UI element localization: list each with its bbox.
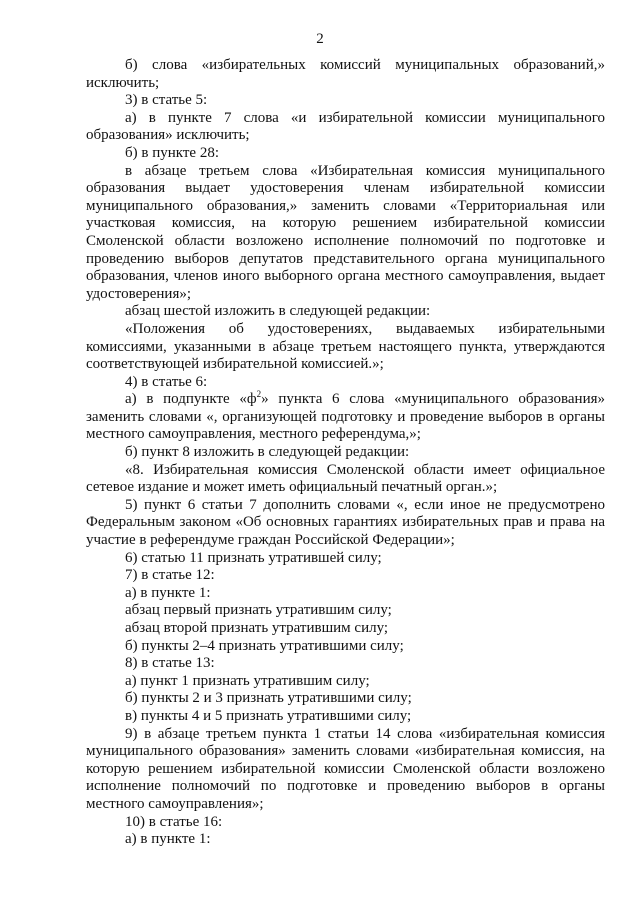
paragraph-24: 10) в статье 16: [125, 813, 223, 830]
paragraph-11: «8. Избирательная комиссия Смоленской области имеет официальное сетевое издание и может иметь официальный печатный орган.»; [86, 461, 605, 496]
paragraph-25: а) в пункте 1: [125, 831, 211, 848]
document-body [86, 57, 605, 849]
paragraph-19: 8) в статье 13: [125, 655, 215, 672]
paragraph-3: а) в пункте 7 слова «и избирательной комиссии муниципального образования» исключить; [86, 109, 605, 144]
paragraph-6: абзац шестой изложить в следующей редакции: [125, 303, 431, 320]
paragraph-9 [86, 391, 605, 444]
paragraph-8: 4) в статье 6: [125, 373, 208, 390]
paragraph-9-text-after: » пункта 6 слова «муниципального образования» заменить словами «, организующей подготовку и проведение выборов в органы местного самоуправления, местного референдума,»; [86, 391, 605, 443]
paragraph-12: 5) пункт 6 статьи 7 дополнить словами «, если иное не предусмотрено Федеральным законом «Об основных гарантиях избирательных прав и права на участие в референдуме граждан Российской Федерации»; [86, 496, 605, 549]
paragraph-1: б) слова «избирательных комиссий муниципальных образований,» исключить; [86, 57, 605, 91]
paragraph-23: 9) в абзаце третьем пункта 1 статьи 14 слова «избирательная комиссия муниципального образования» заменить словами «избирательная комиссия, на которую решением избирательной комиссии Смоленской области возложено исполнение полномочий по подготовке и проведению выборов в органы местного самоуправления»; [86, 725, 605, 812]
paragraph-5: в абзаце третьем слова «Избирательная комиссия муниципального образования выдает удостоверения членам избирательной комиссии муниципального образования,» заменить словами «Территориальная или участковая комиссия, на которую решением избирательной комиссии Смоленской области возложено исполнение полномочий по подготовке и проведению выборов депутатов представительного органа муниципального образования, членов иного выборного органа местного самоуправления, выдает удостоверения»; [86, 162, 605, 302]
paragraph-20: а) пункт 1 признать утратившим силу; [125, 672, 370, 689]
paragraph-4: б) в пункте 28: [125, 144, 219, 161]
paragraph-13: 6) статью 11 признать утратившей силу; [125, 549, 382, 566]
paragraph-16: абзац первый признать утратившим силу; [125, 602, 392, 619]
paragraph-10: б) пункт 8 изложить в следующей редакции: [125, 444, 410, 461]
paragraph-9-text-before: а) в подпункте «ф [125, 391, 257, 408]
paragraph-18: б) пункты 2–4 признать утратившими силу; [125, 637, 404, 654]
paragraph-22: в) пункты 4 и 5 признать утратившими силу; [125, 707, 412, 724]
superscript-2: 2 [256, 389, 262, 400]
paragraph-7: «Положения об удостоверениях, выдаваемых избирательными комиссиями, указанными в абзаце третьем настоящего пункта, утверждаются соответствующей избирательной комиссией.»; [86, 320, 605, 373]
paragraph-21: б) пункты 2 и 3 признать утратившими силу; [125, 690, 412, 707]
paragraph-2: 3) в статье 5: [125, 92, 208, 109]
paragraph-17: абзац второй признать утратившим силу; [125, 620, 389, 636]
page-number: 2 [316, 31, 324, 47]
paragraph-14: 7) в статье 12: [125, 567, 215, 584]
paragraph-15: а) в пункте 1: [125, 584, 211, 601]
